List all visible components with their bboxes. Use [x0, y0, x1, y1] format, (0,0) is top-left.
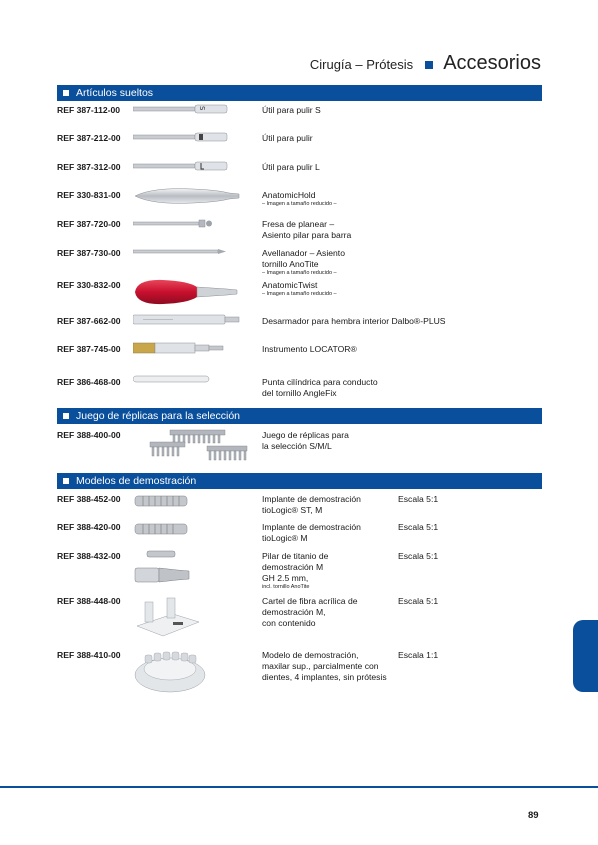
item-description: Desarmador para hembra interior Dalbo®-PLUS — [262, 316, 446, 326]
locator-instrument-image — [133, 341, 228, 355]
section-label: Juego de réplicas para la selección — [76, 410, 241, 422]
milling-cutter-image — [133, 217, 223, 231]
ref-number: REF 387-720-00 — [57, 219, 121, 229]
header-square-icon — [425, 61, 433, 69]
ref-number: REF 330-831-00 — [57, 190, 121, 200]
ref-number: REF 388-452-00 — [57, 494, 121, 504]
item-description: Cartel de fibra acrílica de demostración M, con contenido — [262, 596, 358, 628]
polishing-tool-l-image — [133, 160, 228, 174]
ref-number: REF 388-448-00 — [57, 596, 121, 606]
item-description: Instrumento LOCATOR® — [262, 344, 357, 354]
ref-number: REF 387-662-00 — [57, 316, 121, 326]
ref-number: REF 387-312-00 — [57, 162, 121, 172]
polishing-tool-s-image — [133, 103, 228, 117]
demo-implant-st-image — [133, 491, 193, 511]
scale-label: Escala 5:1 — [398, 596, 439, 606]
anatomichold-image — [133, 185, 243, 207]
demo-implant-m-image — [133, 519, 193, 539]
section-bar-modelos — [57, 473, 542, 489]
page-number: 89 — [528, 810, 539, 821]
square-bullet-icon — [63, 90, 69, 96]
replica-set-image — [145, 428, 255, 464]
ref-number: REF 388-420-00 — [57, 522, 121, 532]
item-description: AnatomicHold – Imagen a tamaño reducido – — [262, 190, 337, 207]
scale-label: Escala 5:1 — [398, 551, 439, 561]
item-description: Útil para pulir L — [262, 162, 320, 172]
item-description: Pilar de titanio de demostración M GH 2.5 mm, incl. tornillo AnoTite — [262, 551, 329, 590]
scale-label: Escala 5:1 — [398, 494, 439, 504]
demo-abutment-image — [133, 548, 198, 590]
svg-text:S: S — [198, 106, 206, 111]
item-description: Avellanador – Asiento tornillo AnoTite – Imagen a tamaño reducido – — [262, 248, 345, 276]
scale-label: Escala 5:1 — [398, 522, 439, 532]
ref-number: REF 388-400-00 — [57, 430, 121, 440]
polishing-tool-image — [133, 131, 228, 145]
square-bullet-icon — [63, 413, 69, 419]
scale-label: Escala 1:1 — [398, 650, 439, 660]
ref-number: REF 387-212-00 — [57, 133, 121, 143]
square-bullet-icon — [63, 478, 69, 484]
dalbo-screwdriver-image — [133, 313, 243, 327]
item-description: Útil para pulir S — [262, 105, 321, 115]
ref-number: REF 330-832-00 — [57, 280, 121, 290]
item-description: Fresa de planear – Asiento pilar para barra — [262, 219, 352, 240]
section-bar-replicas — [57, 408, 542, 424]
item-description: AnatomicTwist – Imagen a tamaño reducido – — [262, 280, 337, 297]
anatomictwist-image — [133, 277, 243, 307]
item-description: Útil para pulir — [262, 133, 313, 143]
footer-divider — [0, 786, 598, 788]
header-subtitle: Cirugía – Prótesis — [309, 57, 414, 72]
item-description: Juego de réplicas para la selección S/M/L — [262, 430, 349, 451]
section-bar-articulos — [57, 85, 542, 101]
maxilla-model-image — [133, 645, 208, 695]
ref-number: REF 386-468-00 — [57, 377, 121, 387]
ref-number: REF 387-730-00 — [57, 248, 121, 258]
section-label: Modelos de demostración — [76, 475, 197, 487]
ref-number: REF 388-410-00 — [57, 650, 121, 660]
item-description: Implante de demostración tioLogic® ST, M — [262, 494, 361, 515]
ref-number: REF 388-432-00 — [57, 551, 121, 561]
countersink-image — [133, 246, 228, 258]
chapter-tab — [573, 620, 598, 692]
page-header — [310, 52, 541, 75]
item-description: Punta cilíndrica para conducto del tornillo AngleFix — [262, 377, 378, 398]
ref-number: REF 387-745-00 — [57, 344, 121, 354]
header-title: Accesorios — [443, 52, 541, 74]
item-description: Modelo de demostración, maxilar sup., parcialmente con dientes, 4 implantes, sin prótesis — [262, 650, 387, 682]
section-label: Artículos sueltos — [76, 87, 154, 99]
item-description: Implante de demostración tioLogic® M — [262, 522, 361, 543]
cylindrical-tip-image — [133, 374, 215, 386]
ref-number: REF 387-112-00 — [57, 105, 121, 115]
acrylic-display-image — [133, 592, 203, 640]
